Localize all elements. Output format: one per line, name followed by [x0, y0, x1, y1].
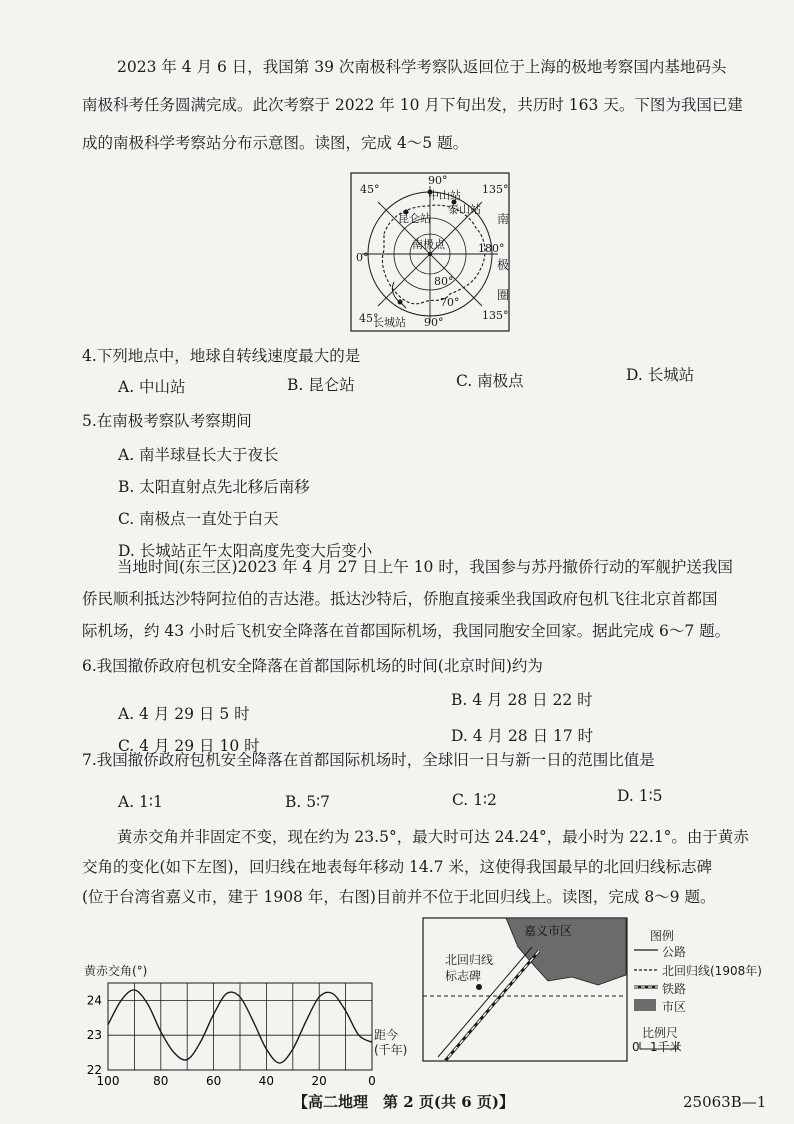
legend-tropic-label: 北回归线(1908年) — [662, 964, 762, 978]
q4-option-d: D. 长城站 — [626, 366, 695, 384]
q5-option-a: A. 南半球昼长大于夜长 — [118, 446, 279, 464]
q5-option-c: C. 南极点一直处于白天 — [118, 510, 279, 528]
map1-deg-0: 0° — [356, 251, 369, 264]
map1-kunlun: 昆仑站 — [398, 212, 431, 225]
map1-deg-135-top: 135° — [482, 183, 509, 196]
chart-ylabel: 黄赤交角(°) — [84, 964, 148, 978]
q6-option-c: C. 4 月 29 日 10 时 — [118, 737, 260, 755]
intro1-line3: 成的南极科学考察站分布示意图。读图，完成 4～5 题。 — [82, 134, 469, 152]
q7-option-a: A. 1∶1 — [118, 793, 163, 811]
q5-option-d: D. 长城站正午太阳高度先变大后变小 — [118, 542, 373, 560]
map1-deg-45-bottom: 45° — [359, 312, 379, 325]
chart-xtick-label: 100 — [96, 1074, 120, 1088]
q7-option-d: D. 1∶5 — [617, 787, 663, 805]
map1-deg-135-bottom: 135° — [482, 309, 509, 322]
chart-xtick-label: 20 — [311, 1074, 327, 1088]
map1-taishan: 泰山站 — [448, 203, 481, 216]
q5-option-b: B. 太阳直射点先北移后南移 — [118, 478, 310, 496]
obliquity-chart — [82, 975, 412, 1090]
map1-deg-90-top: 90° — [428, 174, 448, 187]
q4-option-b: B. 昆仑站 — [287, 376, 355, 394]
q6-option-b: B. 4 月 28 日 22 时 — [451, 691, 593, 709]
chart-xtick-label: 60 — [205, 1074, 222, 1088]
scale-one-km: 1千米 — [650, 1040, 682, 1054]
q4-option-c: C. 南极点 — [456, 372, 524, 390]
chart-ticks — [87, 993, 376, 1088]
map2-monument-label-1: 北回归线 — [445, 953, 494, 967]
map1-deg-45-top: 45° — [360, 183, 380, 196]
legend-title: 图例 — [650, 929, 675, 943]
map1-deg-80: 80° — [434, 275, 454, 288]
scale-title: 比例尺 — [642, 1026, 679, 1040]
page-footer: 【高二地理 第 2 页(共 6 页)】 — [293, 1093, 514, 1111]
q5-stem: 5.在南极考察队考察期间 — [82, 412, 252, 430]
map1-circle-label-1: 南 — [497, 212, 510, 226]
intro3-line3: (位于台湾省嘉义市，建于 1908 年，右图)目前并不位于北回归线上。读图，完成 8～9 题。 — [82, 888, 716, 906]
chart-ytick-label: 23 — [86, 1028, 102, 1043]
legend-road-label: 公路 — [662, 945, 687, 959]
paper-code: 25063B—1 — [683, 1093, 767, 1111]
legend-city-label: 市区 — [662, 1000, 687, 1014]
chart-xtick-label: 80 — [153, 1074, 169, 1088]
monument-dot — [476, 984, 482, 990]
map1-deg-70: 70° — [440, 296, 460, 309]
q6-option-d: D. 4 月 28 日 17 时 — [451, 727, 594, 745]
q4-option-a: A. 中山站 — [118, 378, 186, 396]
legend-rail-label: 铁路 — [662, 982, 687, 996]
chart-xlabel: 距今(千年) — [374, 1028, 408, 1057]
scale-zero: 0 — [632, 1040, 640, 1054]
map1-south-pole: 南极点 — [412, 238, 445, 251]
intro1-line2: 南极科考任务圆满完成。此次考察于 2022 年 10 月下旬出发，共历时 163 天。下图为我国已建 — [82, 96, 743, 114]
map1-zhongshan: 中山站 — [428, 189, 461, 202]
intro2-line2: 侨民顺利抵达沙特阿拉伯的吉达港。抵达沙特后，侨胞直接乘坐我国政府包机飞往北京首都国 — [82, 590, 718, 608]
map2-monument-label-2: 标志碑 — [445, 969, 482, 983]
map1-circle-label-3: 圈 — [497, 288, 510, 302]
map2-city-label: 嘉义市区 — [524, 924, 573, 938]
intro1-line1: 2023 年 4 月 6 日，我国第 39 次南极科学考察队返回位于上海的极地考察国内基地码头 — [117, 58, 727, 76]
legend-symbols — [632, 944, 662, 1014]
intro2-line3: 际机场，约 43 小时后飞机安全降落在首都国际机场，我国同胞安全回家。据此完成 6～7 题。 — [82, 622, 731, 640]
q7-option-c: C. 1∶2 — [452, 791, 497, 809]
intro3-line2: 交角的变化(如下左图)，回归线在地表每年移动 14.7 米，这使得我国最早的北回归线标志碑 — [82, 858, 712, 876]
changcheng-station-dot — [398, 300, 403, 305]
intro3-line1: 黄赤交角并非固定不变，现在约为 23.5°，最大时可达 24.24°，最小时为 22.1°。由于黄赤 — [117, 828, 749, 846]
q4-stem: 4.下列地点中，地球自转线速度最大的是 — [82, 347, 361, 365]
map1-deg-90-bottom: 90° — [424, 316, 444, 329]
chart-xtick-label: 0 — [368, 1074, 376, 1088]
chart-ytick-label: 22 — [86, 1063, 102, 1077]
chart-ytick-label: 24 — [86, 993, 102, 1008]
map1-circle-label-2: 极 — [497, 258, 510, 272]
map1-changcheng: 长城站 — [373, 316, 406, 329]
legend-city-icon — [634, 999, 656, 1011]
q6-stem: 6.我国撤侨政府包机安全降落在首都国际机场的时间(北京时间)约为 — [82, 657, 543, 675]
map1-deg-180: 180° — [478, 242, 505, 255]
q7-stem: 7.我国撤侨政府包机安全降落在首都国际机场时，全球旧一日与新一日的范围比值是 — [82, 751, 655, 769]
q7-option-b: B. 5∶7 — [285, 793, 331, 811]
chart-xtick-label: 40 — [258, 1074, 275, 1088]
intro2-line1: 当地时间(东三区)2023 年 4 月 27 日上午 10 时，我国参与苏丹撤侨行动的军舰护送我国 — [117, 558, 733, 576]
q6-option-a: A. 4 月 29 日 5 时 — [118, 705, 250, 723]
